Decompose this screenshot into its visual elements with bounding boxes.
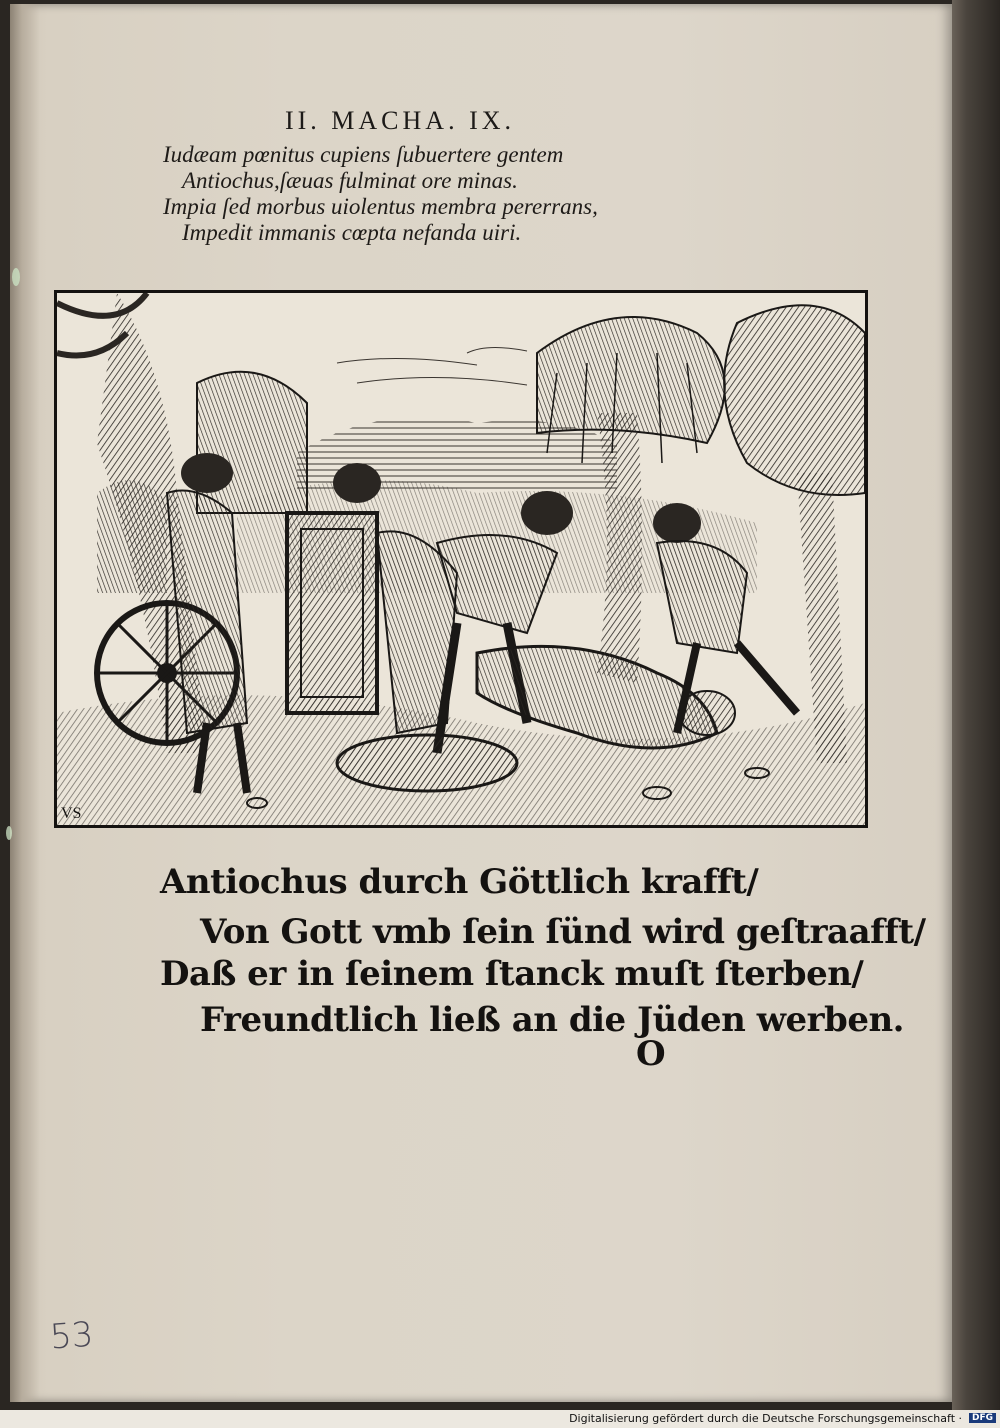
woodcut-scene [57, 293, 865, 825]
page-gutter [10, 4, 40, 1402]
german-verse-1: Antiochus durch Göttlich krafft/ [160, 862, 759, 902]
digitization-footer [0, 1410, 1000, 1428]
signature-catchword: O [636, 1034, 666, 1074]
woodcut-illustration [54, 290, 868, 828]
dfg-logo: DFG [969, 1413, 996, 1423]
latin-verse-2: Antiochus,ſæuas fulminat ore minas. [182, 168, 518, 193]
latin-verse-4: Impedit immanis cœpta nefanda uiri. [182, 220, 522, 245]
left-bush [97, 480, 167, 593]
latin-verse-1: Iudæam pœnitus cupiens ſubuertere gentem [163, 142, 564, 167]
german-verse-3: Daß er in ſeinem ſtanck muſt ſterben/ [160, 954, 864, 994]
willow-canopy [537, 317, 725, 443]
page-header: II. MACHA. IX. [284, 106, 516, 135]
latin-verse-3: Impia ſed morbus uiolentus membra pererrans, [163, 194, 598, 219]
page-stain [12, 268, 20, 286]
page-stain [6, 826, 12, 840]
handwritten-folio-number: 53 [48, 1314, 95, 1358]
german-verse-2: Von Gott vmb ſein ſünd wird geſtraafft/ [200, 912, 926, 952]
book-edge [952, 0, 1000, 1410]
footer-credit: Digitalisierung gefördert durch die Deutsche Forschungsgemeinschaft · [569, 1412, 962, 1425]
artist-monogram: VS [61, 805, 82, 822]
fallen-shield [337, 735, 517, 791]
german-verse-4: Freundtlich ließ an die Jüden werben. [200, 1000, 905, 1040]
